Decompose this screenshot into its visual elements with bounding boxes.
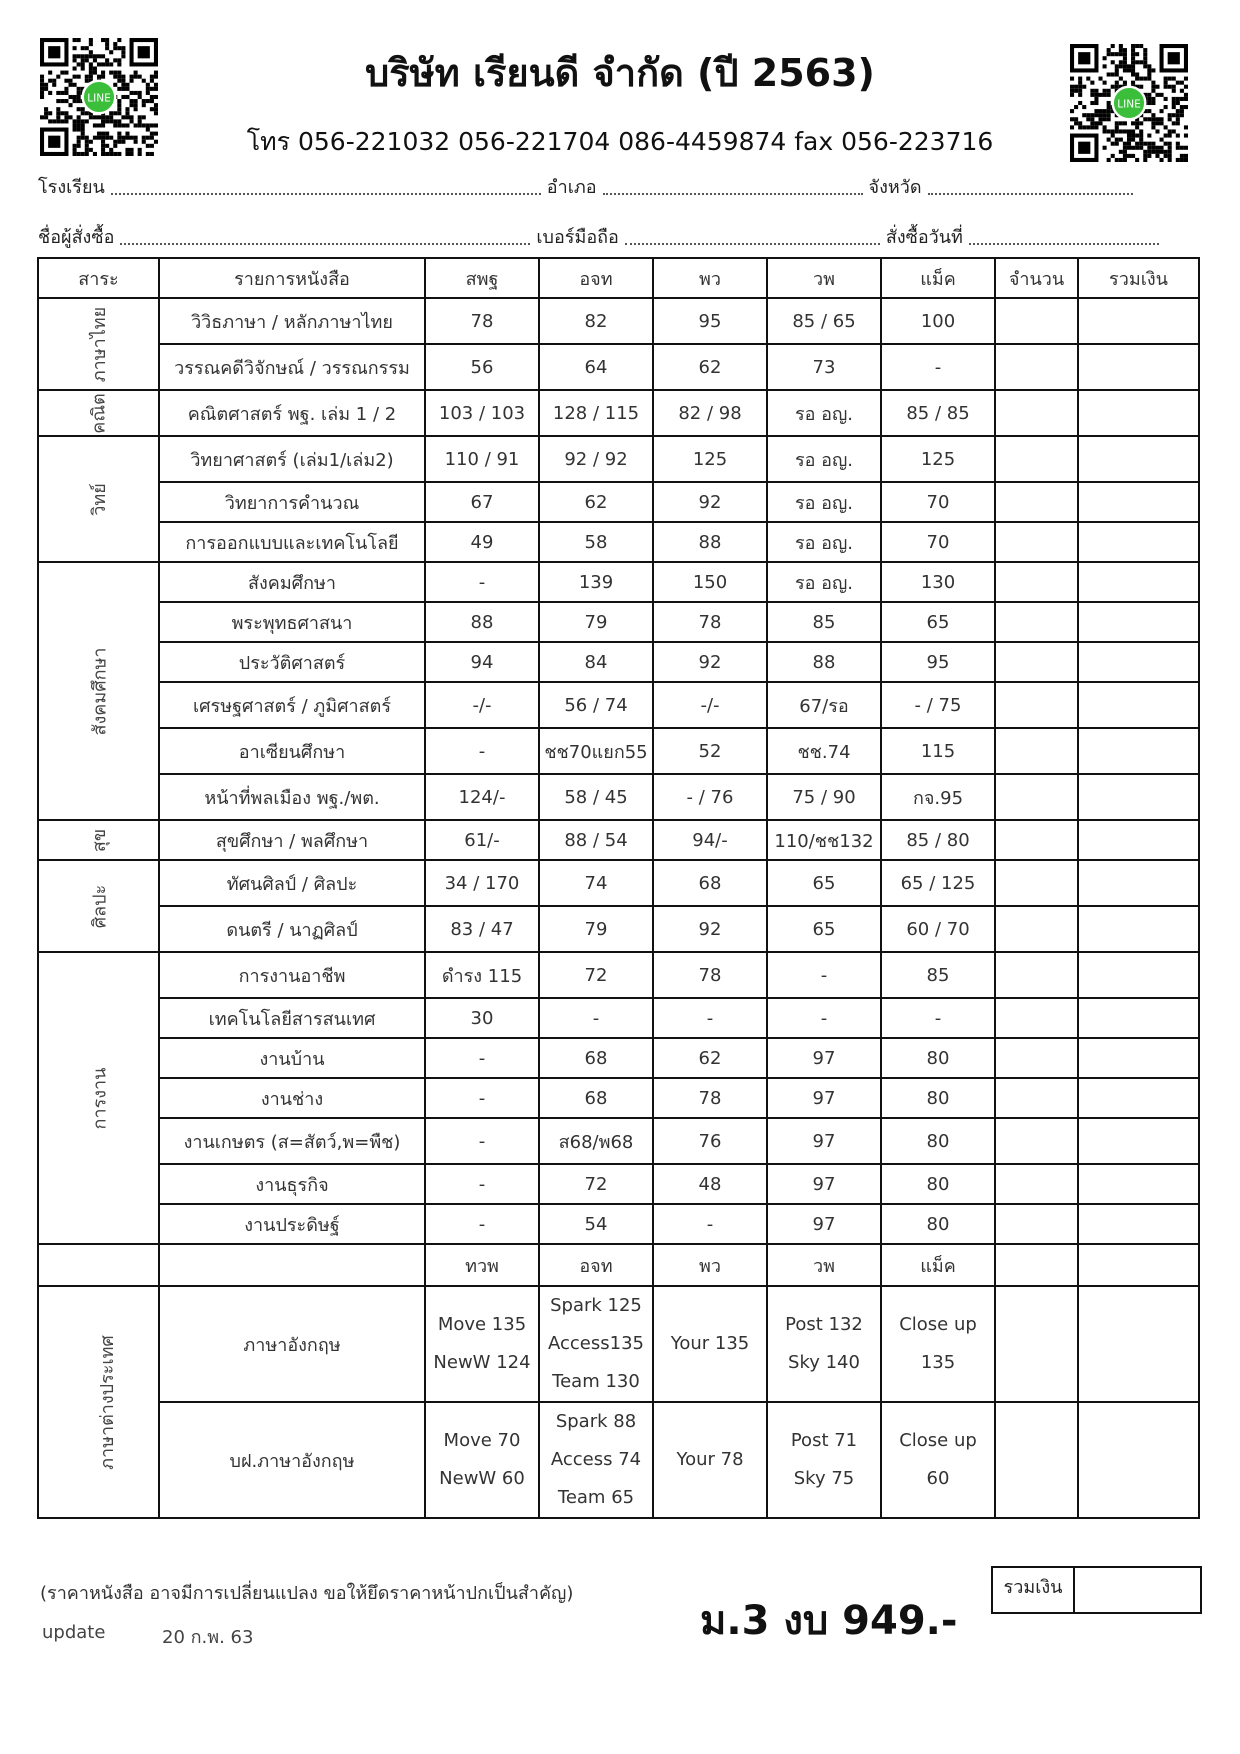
table-row	[38, 562, 1199, 602]
quantity-cell[interactable]	[995, 298, 1078, 344]
district-label: อำเภอ	[546, 177, 597, 198]
total-cell[interactable]	[1078, 642, 1199, 682]
price-cell: 88	[425, 602, 539, 642]
table-row	[38, 1078, 1199, 1118]
line-logo-text: LINE	[87, 92, 111, 105]
header-publisher-spt: สพฐ	[425, 258, 539, 298]
price-cell: 73	[767, 344, 881, 390]
total-cell[interactable]	[1078, 602, 1199, 642]
subject-name: ภาษาไทย	[88, 306, 110, 382]
subject-name: สุข	[88, 828, 110, 852]
subject-name: ภาษาต่างประเทศ	[96, 1334, 118, 1470]
book-title: สุขศึกษา / พลศึกษา	[159, 820, 425, 860]
price-cell: รอ อญ.	[767, 522, 881, 562]
price-cell: 82	[539, 298, 653, 344]
buyer-field[interactable]	[120, 231, 530, 245]
price-cell: รอ อญ.	[767, 390, 881, 436]
header-publisher-ajt: อจท	[539, 258, 653, 298]
price-cell: 61/-	[425, 820, 539, 860]
price-line: Close up	[899, 1430, 977, 1451]
price-cell: 80	[881, 1164, 995, 1204]
price-cell: 80	[881, 1204, 995, 1244]
subject-group-label	[38, 952, 159, 1244]
total-cell[interactable]	[1078, 952, 1199, 998]
book-title: วรรณคดีวิจักษณ์ / วรรณกรรม	[159, 344, 425, 390]
subheader-publisher: วพ	[767, 1244, 881, 1286]
subject-group-label	[38, 860, 159, 952]
subheader-publisher: พว	[653, 1244, 767, 1286]
price-note: (ราคาหนังสือ อาจมีการเปลี่ยนแปลง ขอให้ยึดราคาหน้าปกเป็นสำคัญ)	[40, 1583, 574, 1604]
table-row	[38, 436, 1199, 482]
province-label: จังหวัด	[868, 177, 922, 198]
table-header-row	[38, 258, 1199, 298]
total-cell[interactable]	[1078, 298, 1199, 344]
subject-name: วิทย์	[89, 482, 110, 516]
quantity-cell[interactable]	[995, 1204, 1078, 1244]
price-cell: 62	[653, 344, 767, 390]
book-title: งานธุรกิจ	[159, 1164, 425, 1204]
quantity-cell[interactable]	[995, 728, 1078, 774]
price-cell: 97	[767, 1078, 881, 1118]
book-title: หน้าที่พลเมือง พฐ./พต.	[159, 774, 425, 820]
price-line: Sky 75	[793, 1468, 855, 1489]
price-cell: 79	[539, 602, 653, 642]
price-cell: 100	[881, 298, 995, 344]
price-cell: 84	[539, 642, 653, 682]
quantity-cell[interactable]	[995, 344, 1078, 390]
header-publisher-mac: แม็ค	[881, 258, 995, 298]
quantity-cell[interactable]	[995, 436, 1078, 482]
price-line: Move 135	[437, 1314, 527, 1335]
price-cell: 95	[653, 298, 767, 344]
district-field[interactable]	[603, 181, 863, 195]
price-line: Post 132	[785, 1314, 863, 1335]
total-cell[interactable]	[1078, 682, 1199, 728]
price-cell: 76	[653, 1118, 767, 1164]
price-line: Access135	[548, 1333, 644, 1354]
table-row	[38, 906, 1199, 952]
price-cell	[653, 1402, 767, 1518]
table-row	[38, 1118, 1199, 1164]
book-title: พระพุทธศาสนา	[159, 602, 425, 642]
price-cell: 78	[653, 602, 767, 642]
subheader-publisher: แม็ค	[881, 1244, 995, 1286]
total-cell[interactable]	[1078, 1164, 1199, 1204]
price-cell: -	[881, 344, 995, 390]
buyer-label: ชื่อผู้สั่งซื้อ	[38, 227, 115, 248]
price-cell: -/-	[425, 682, 539, 728]
price-line: 60	[926, 1468, 950, 1489]
table-row	[38, 1286, 1199, 1402]
price-cell: 124/-	[425, 774, 539, 820]
price-cell: 83 / 47	[425, 906, 539, 952]
total-cell[interactable]	[1078, 906, 1199, 952]
total-cell[interactable]	[1078, 998, 1199, 1038]
table-row	[38, 642, 1199, 682]
price-cell: 56 / 74	[539, 682, 653, 728]
table-row	[38, 522, 1199, 562]
price-cell: 139	[539, 562, 653, 602]
price-cell: 80	[881, 1038, 995, 1078]
price-line: Access 74	[550, 1449, 642, 1470]
price-cell: 67/รอ	[767, 682, 881, 728]
empty-cell	[159, 1244, 425, 1286]
school-label: โรงเรียน	[38, 177, 105, 198]
book-title: ประวัติศาสตร์	[159, 642, 425, 682]
book-title: การงานอาชีพ	[159, 952, 425, 998]
empty-cell	[995, 1244, 1078, 1286]
table-row	[38, 820, 1199, 860]
total-cell[interactable]	[1078, 1118, 1199, 1164]
price-cell: 78	[653, 952, 767, 998]
price-cell: 92 / 92	[539, 436, 653, 482]
price-cell: ส68/พ68	[539, 1118, 653, 1164]
quantity-cell[interactable]	[995, 1164, 1078, 1204]
table-row	[38, 344, 1199, 390]
book-title: ภาษาอังกฤษ	[159, 1286, 425, 1402]
price-cell: รอ อญ.	[767, 562, 881, 602]
price-cell	[653, 1286, 767, 1402]
price-cell: กจ.95	[881, 774, 995, 820]
table-row	[38, 1164, 1199, 1204]
price-cell	[425, 1286, 539, 1402]
price-cell: 74	[539, 860, 653, 906]
grade-budget: ม.3 งบ 949.-	[700, 1598, 958, 1644]
subject-name: คณิต	[89, 392, 110, 434]
price-cell	[425, 1402, 539, 1518]
table-row	[38, 774, 1199, 820]
price-cell: ชช.74	[767, 728, 881, 774]
book-title: เศรษฐศาสตร์ / ภูมิศาสตร์	[159, 682, 425, 728]
grand-total-label: รวมเงิน	[993, 1568, 1075, 1612]
book-title: คณิตศาสตร์ พฐ. เล่ม 1 / 2	[159, 390, 425, 436]
grand-total-box	[991, 1566, 1202, 1614]
quantity-cell[interactable]	[995, 602, 1078, 642]
book-title: การออกแบบและเทคโนโลยี	[159, 522, 425, 562]
price-cell: 95	[881, 642, 995, 682]
price-cell: 92	[653, 482, 767, 522]
quantity-cell[interactable]	[995, 682, 1078, 728]
price-cell: -	[425, 1078, 539, 1118]
subject-group-label	[38, 1286, 159, 1518]
price-cell: -	[881, 998, 995, 1038]
subject-name: การงาน	[89, 1067, 110, 1129]
price-cell: 80	[881, 1118, 995, 1164]
price-cell: 30	[425, 998, 539, 1038]
total-cell[interactable]	[1078, 562, 1199, 602]
table-row	[38, 998, 1199, 1038]
form-row-location	[38, 172, 1203, 201]
price-line: Team 130	[552, 1371, 640, 1392]
price-line: Post 71	[790, 1430, 858, 1451]
price-cell: 68	[653, 860, 767, 906]
price-cell: 85	[767, 602, 881, 642]
price-cell: 80	[881, 1078, 995, 1118]
price-cell: -	[653, 998, 767, 1038]
price-cell: ชช70แยก55	[539, 728, 653, 774]
price-cell	[767, 1286, 881, 1402]
price-cell: 67	[425, 482, 539, 522]
book-title: งานประดิษฐ์	[159, 1204, 425, 1244]
price-cell: 85 / 85	[881, 390, 995, 436]
price-cell: 48	[653, 1164, 767, 1204]
total-cell[interactable]	[1078, 774, 1199, 820]
quantity-cell[interactable]	[995, 1078, 1078, 1118]
price-cell: 85 / 65	[767, 298, 881, 344]
price-cell: -	[767, 998, 881, 1038]
price-cell: 97	[767, 1118, 881, 1164]
grand-total-field[interactable]	[1075, 1568, 1200, 1612]
quantity-cell[interactable]	[995, 860, 1078, 906]
total-cell[interactable]	[1078, 1286, 1199, 1402]
price-line: Close up	[899, 1314, 977, 1335]
price-line: NewW 60	[439, 1468, 525, 1489]
mobile-label: เบอร์มือถือ	[536, 227, 619, 248]
book-title: บฝ.ภาษาอังกฤษ	[159, 1402, 425, 1518]
mobile-field[interactable]	[625, 231, 880, 245]
book-price-table	[37, 257, 1200, 1519]
school-field[interactable]	[111, 181, 541, 195]
price-cell: 58 / 45	[539, 774, 653, 820]
book-title: งานเกษตร (ส=สัตว์,พ=พืช)	[159, 1118, 425, 1164]
price-cell: -	[425, 728, 539, 774]
header-publisher-pw: พว	[653, 258, 767, 298]
subject-name: ศิลปะ	[89, 884, 110, 928]
line-logo-text: LINE	[1117, 98, 1141, 111]
price-cell: -	[425, 1204, 539, 1244]
table-row	[38, 390, 1199, 436]
total-cell[interactable]	[1078, 522, 1199, 562]
price-cell: 62	[653, 1038, 767, 1078]
total-cell[interactable]	[1078, 1402, 1199, 1518]
table-row	[38, 482, 1199, 522]
book-title: งานช่าง	[159, 1078, 425, 1118]
price-cell: 60 / 70	[881, 906, 995, 952]
subject-name: สังคมศึกษา	[88, 647, 110, 735]
quantity-cell[interactable]	[995, 906, 1078, 952]
price-cell: 130	[881, 562, 995, 602]
price-cell	[539, 1286, 653, 1402]
book-title: วิวิธภาษา / หลักภาษาไทย	[159, 298, 425, 344]
price-cell: 78	[653, 1078, 767, 1118]
price-cell: 58	[539, 522, 653, 562]
book-title: เทคโนโลยีสารสนเทศ	[159, 998, 425, 1038]
price-line: Spark 88	[555, 1411, 637, 1432]
total-cell[interactable]	[1078, 1038, 1199, 1078]
price-cell: 125	[881, 436, 995, 482]
subject-group-label	[38, 562, 159, 820]
price-cell: 49	[425, 522, 539, 562]
price-line: Team 65	[557, 1487, 635, 1508]
price-line: Sky 140	[788, 1352, 860, 1373]
price-cell: 150	[653, 562, 767, 602]
table-row	[38, 728, 1199, 774]
quantity-cell[interactable]	[995, 1118, 1078, 1164]
total-cell[interactable]	[1078, 482, 1199, 522]
book-title: งานบ้าน	[159, 1038, 425, 1078]
price-cell: -	[767, 952, 881, 998]
table-row	[38, 952, 1199, 998]
subject-group-label	[38, 298, 159, 390]
header-subject: สาระ	[38, 258, 159, 298]
header-book: รายการหนังสือ	[159, 258, 425, 298]
subject-group-label	[38, 820, 159, 860]
update-label: update	[42, 1622, 106, 1643]
price-cell: 65	[881, 602, 995, 642]
price-cell: - / 76	[653, 774, 767, 820]
price-cell: -	[425, 1164, 539, 1204]
price-cell: รอ อญ.	[767, 482, 881, 522]
header-publisher-wp: วพ	[767, 258, 881, 298]
table-subheader-row	[38, 1244, 1199, 1286]
price-cell: 56	[425, 344, 539, 390]
quantity-cell[interactable]	[995, 998, 1078, 1038]
header-quantity: จำนวน	[995, 258, 1078, 298]
book-title: วิทยาการคำนวณ	[159, 482, 425, 522]
price-cell: -	[653, 1204, 767, 1244]
price-cell: 94	[425, 642, 539, 682]
price-cell: 65 / 125	[881, 860, 995, 906]
total-cell[interactable]	[1078, 390, 1199, 436]
price-cell: 62	[539, 482, 653, 522]
price-cell	[881, 1402, 995, 1518]
table-row	[38, 1204, 1199, 1244]
subheader-publisher: ทวพ	[425, 1244, 539, 1286]
quantity-cell[interactable]	[995, 1402, 1078, 1518]
price-cell: 65	[767, 906, 881, 952]
price-cell: 97	[767, 1164, 881, 1204]
price-cell: - / 75	[881, 682, 995, 728]
price-cell: 88 / 54	[539, 820, 653, 860]
price-cell: 92	[653, 642, 767, 682]
price-cell: 79	[539, 906, 653, 952]
contact-phones: โทร 056-221032 056-221704 086-4459874 fax 056-223716	[246, 127, 994, 156]
price-cell: 115	[881, 728, 995, 774]
price-cell: 97	[767, 1038, 881, 1078]
book-title: ดนตรี / นาฏศิลป์	[159, 906, 425, 952]
price-cell: -	[425, 562, 539, 602]
book-title: อาเซียนศึกษา	[159, 728, 425, 774]
total-cell[interactable]	[1078, 728, 1199, 774]
total-cell[interactable]	[1078, 344, 1199, 390]
price-cell: 110/ชช132	[767, 820, 881, 860]
price-line: Your 78	[676, 1449, 744, 1470]
price-cell: 85	[881, 952, 995, 998]
table-row	[38, 682, 1199, 728]
total-cell[interactable]	[1078, 820, 1199, 860]
total-cell[interactable]	[1078, 1204, 1199, 1244]
price-cell: 88	[767, 642, 881, 682]
subject-group-label	[38, 436, 159, 562]
form-row-buyer	[38, 222, 1203, 251]
price-cell: 72	[539, 952, 653, 998]
quantity-cell[interactable]	[995, 820, 1078, 860]
price-cell: 64	[539, 344, 653, 390]
header-total: รวมเงิน	[1078, 258, 1199, 298]
empty-cell	[38, 1244, 159, 1286]
price-cell: 72	[539, 1164, 653, 1204]
price-cell: 94/-	[653, 820, 767, 860]
price-cell: -	[425, 1118, 539, 1164]
price-cell: 68	[539, 1038, 653, 1078]
price-cell: 34 / 170	[425, 860, 539, 906]
order-date-label: สั่งซื้อวันที่	[885, 227, 963, 248]
page-title: บริษัท เรียนดี จำกัด (ปี 2563)	[365, 51, 875, 95]
price-cell: 78	[425, 298, 539, 344]
table-row	[38, 298, 1199, 344]
price-cell: 82 / 98	[653, 390, 767, 436]
price-cell: -/-	[653, 682, 767, 728]
price-cell: 52	[653, 728, 767, 774]
price-line: Move 70	[443, 1430, 521, 1451]
price-cell: 70	[881, 522, 995, 562]
subheader-publisher: อจท	[539, 1244, 653, 1286]
quantity-cell[interactable]	[995, 952, 1078, 998]
quantity-cell[interactable]	[995, 774, 1078, 820]
quantity-cell[interactable]	[995, 562, 1078, 602]
price-cell: 128 / 115	[539, 390, 653, 436]
province-field[interactable]	[928, 181, 1133, 195]
price-cell: 85 / 80	[881, 820, 995, 860]
quantity-cell[interactable]	[995, 1038, 1078, 1078]
table-row	[38, 602, 1199, 642]
price-cell: 110 / 91	[425, 436, 539, 482]
price-cell: 68	[539, 1078, 653, 1118]
order-date-field[interactable]	[969, 231, 1159, 245]
book-title: สังคมศึกษา	[159, 562, 425, 602]
price-line: Spark 125	[550, 1295, 642, 1316]
price-line: 135	[920, 1352, 956, 1373]
total-cell[interactable]	[1078, 1078, 1199, 1118]
price-line: NewW 124	[433, 1352, 531, 1373]
subject-group-label	[38, 390, 159, 436]
price-cell: 88	[653, 522, 767, 562]
quantity-cell[interactable]	[995, 642, 1078, 682]
empty-cell	[1078, 1244, 1199, 1286]
price-cell	[767, 1402, 881, 1518]
price-cell	[539, 1402, 653, 1518]
quantity-cell[interactable]	[995, 1286, 1078, 1402]
update-date: 20 ก.พ. 63	[162, 1627, 254, 1648]
quantity-cell[interactable]	[995, 522, 1078, 562]
price-cell: 125	[653, 436, 767, 482]
price-cell: 65	[767, 860, 881, 906]
price-cell: -	[425, 1038, 539, 1078]
total-cell[interactable]	[1078, 436, 1199, 482]
price-cell: 75 / 90	[767, 774, 881, 820]
price-cell: 70	[881, 482, 995, 522]
price-cell: 54	[539, 1204, 653, 1244]
book-title: ทัศนศิลป์ / ศิลปะ	[159, 860, 425, 906]
quantity-cell[interactable]	[995, 482, 1078, 522]
price-cell: ดำรง 115	[425, 952, 539, 998]
quantity-cell[interactable]	[995, 390, 1078, 436]
price-line: Your 135	[670, 1333, 750, 1354]
total-cell[interactable]	[1078, 860, 1199, 906]
table-row	[38, 1402, 1199, 1518]
price-cell: 97	[767, 1204, 881, 1244]
table-row	[38, 1038, 1199, 1078]
table-row	[38, 860, 1199, 906]
price-cell: 92	[653, 906, 767, 952]
price-cell: รอ อญ.	[767, 436, 881, 482]
book-title: วิทยาศาสตร์ (เล่ม1/เล่ม2)	[159, 436, 425, 482]
price-cell: 103 / 103	[425, 390, 539, 436]
price-cell: -	[539, 998, 653, 1038]
price-cell	[881, 1286, 995, 1402]
